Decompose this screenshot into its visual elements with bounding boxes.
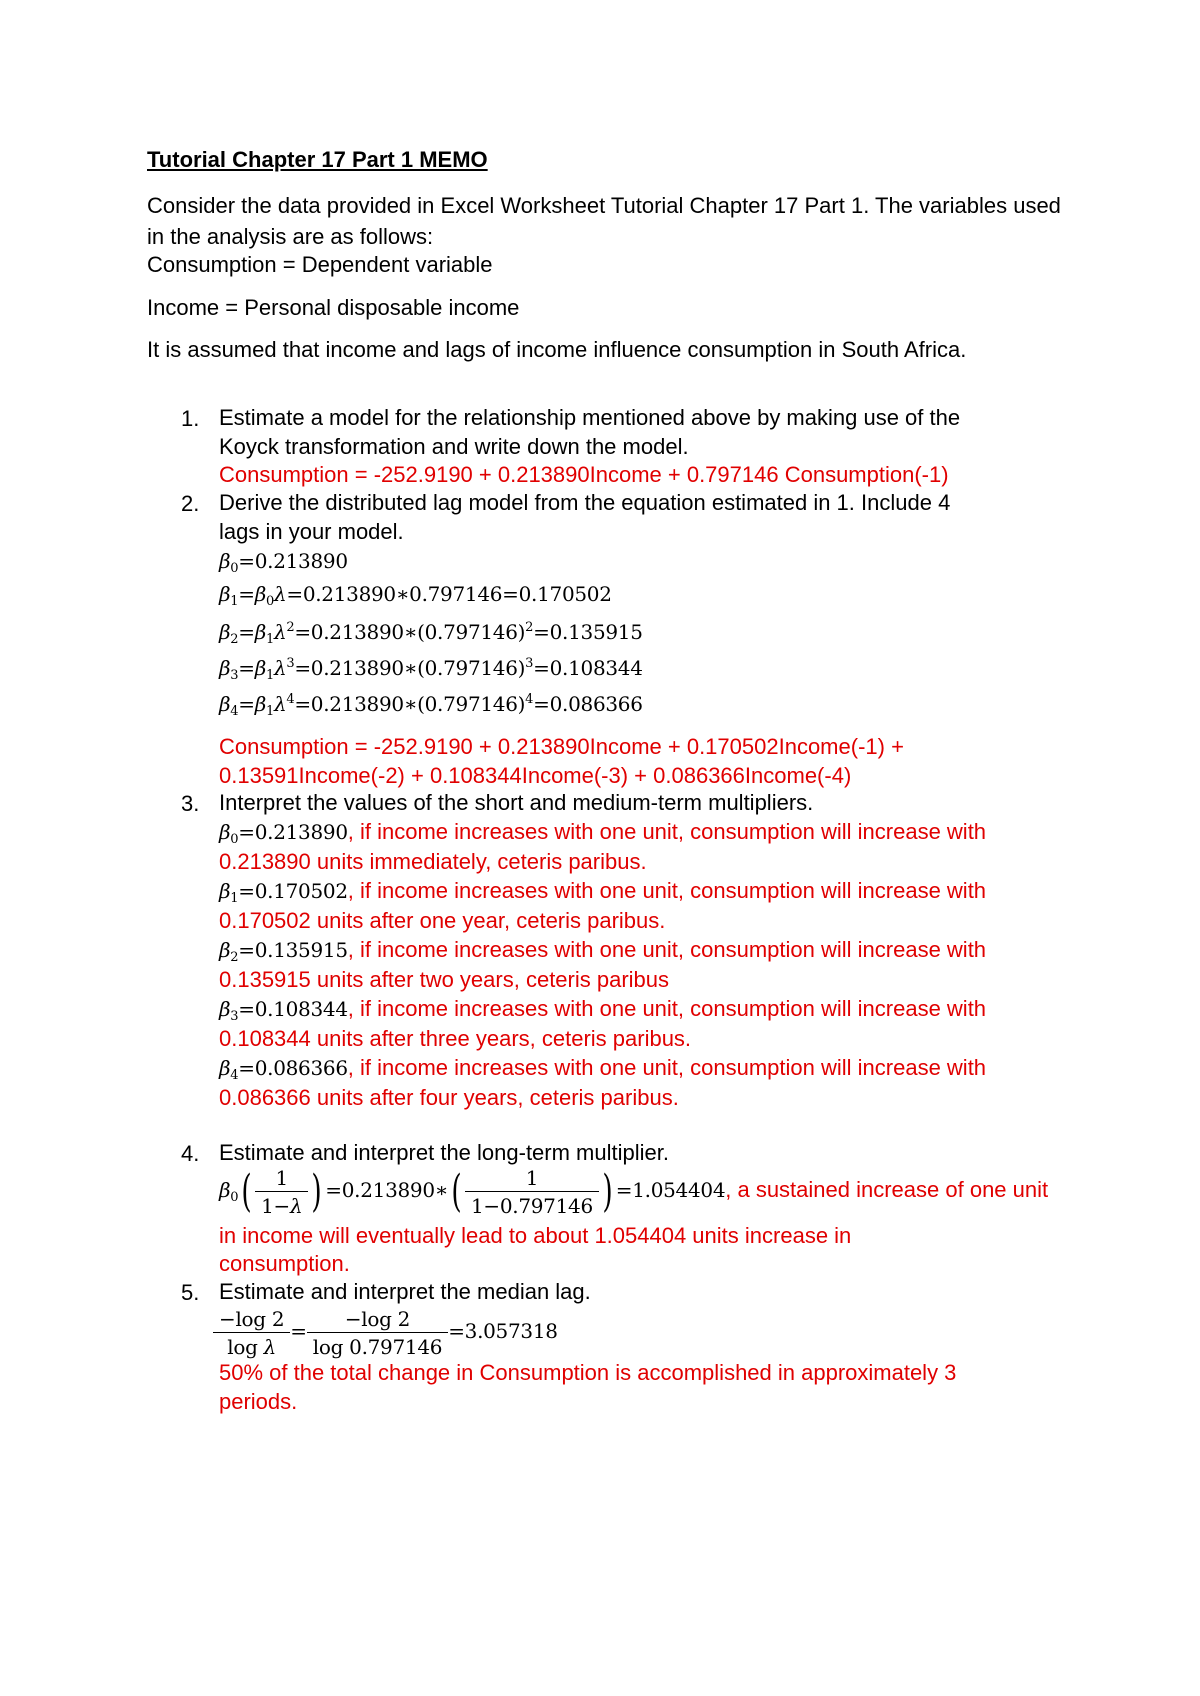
q3-beta1-value: =0.170502: [238, 879, 348, 903]
q2-question-line1: Derive the distributed lag model from the equation estimated in 1. Include 4: [219, 490, 951, 515]
q5-fraction-2-num: −log 2: [307, 1308, 448, 1333]
intro-consumption-def: Consumption = Dependent variable: [147, 252, 493, 277]
q2-eq-beta3-mid: =0.213890∗(0.797146): [294, 656, 526, 680]
q4-number: 4.: [181, 1141, 200, 1166]
q1-number: 1.: [181, 406, 200, 431]
q3-beta0-row: $\beta_0=0.213890$, if income increases with one unit, consumption will increase with: [219, 819, 987, 847]
q2-number: 2.: [181, 491, 200, 516]
q3-beta4-value: =0.086366: [238, 1056, 348, 1080]
page-title: Tutorial Chapter 17 Part 1 MEMO: [147, 147, 488, 172]
q4-question: Estimate and interpret the long-term multiplier.: [219, 1140, 669, 1165]
q3-beta3-value: =0.108344: [238, 997, 348, 1021]
q3-beta3-row: $\beta_3=0.108344$, if income increases with one unit, consumption will increase with: [219, 996, 987, 1024]
q2-question-line2: lags in your model.: [219, 519, 404, 544]
q1-question-line2: Koyck transformation and write down the model.: [219, 434, 689, 459]
q4-text3: consumption.: [219, 1251, 350, 1276]
q2-eq-beta2-mid: =0.213890∗(0.797146): [294, 620, 526, 644]
q2-answer-line2: 0.13591Income(-2) + 0.108344Income(-3) + 0.086366Income(-4): [219, 763, 852, 788]
intro-assumption: It is assumed that income and lags of income influence consumption in South Africa.: [147, 337, 967, 362]
q2-eq-beta3: $\beta_3=\beta_1\lambda^3=0.213890∗(0.797146)^3=0.108344$: [219, 656, 643, 683]
q3-beta2-value: =0.135915: [238, 938, 348, 962]
q1-answer: Consumption = -252.9190 + 0.213890Income + 0.797146 Consumption(-1): [219, 462, 949, 487]
q5-question: Estimate and interpret the median lag.: [219, 1279, 591, 1304]
q1-question-line1: Estimate a model for the relationship mentioned above by making use of the: [219, 405, 961, 430]
q3-beta2-text2: 0.135915 units after two years, ceteris paribus: [219, 967, 670, 992]
q3-beta3-text2: 0.108344 units after three years, ceteris paribus.: [219, 1026, 692, 1051]
q4-equation-row: $\beta_0$( $\frac{1}{1-\lambda}$ ) =0.213890∗( $\frac{1}{1-0.797146}$ ) =1.054404, a sustained increase of one unit: [219, 1165, 1049, 1218]
q2-eq-beta0: $\beta_0=0.213890$: [219, 549, 348, 576]
q4-text2: in income will eventually lead to about 1.054404 units increase in: [219, 1223, 852, 1248]
q5-answer-line1: 50% of the total change in Consumption is accomplished in approximately 3: [219, 1360, 957, 1385]
q3-beta0-value: =0.213890: [238, 820, 348, 844]
q3-question: Interpret the values of the short and medium-term multipliers.: [219, 790, 814, 815]
q3-beta4-text2: 0.086366 units after four years, ceteris paribus.: [219, 1085, 679, 1110]
q3-beta1-row: $\beta_1=0.170502$, if income increases with one unit, consumption will increase with: [219, 878, 987, 906]
q2-eq-beta4-mid: =0.213890∗(0.797146): [294, 692, 526, 716]
q4-mid: =0.213890∗: [325, 1178, 449, 1202]
q5-fraction-1-num: −log 2: [213, 1308, 290, 1333]
q3-beta1-text: , if income increases with one unit, consumption will increase with: [347, 878, 987, 903]
q2-eq-beta1: $\beta_1=\beta_0\lambda=0.213890∗0.797146=0.170502$: [219, 582, 612, 609]
q3-beta1-text2: 0.170502 units after one year, ceteris paribus.: [219, 908, 666, 933]
q2-eq-beta4-value: =0.086366: [533, 692, 643, 716]
q3-beta2-row: $\beta_2=0.135915$, if income increases with one unit, consumption will increase with: [219, 937, 987, 965]
q4-fraction-2-den: 1−0.797146: [470, 1193, 593, 1218]
q4-text1: , a sustained increase of one unit: [725, 1177, 1049, 1202]
q2-eq-beta3-value: =0.108344: [533, 656, 643, 680]
q5-number: 5.: [181, 1280, 200, 1305]
intro-income-def: Income = Personal disposable income: [147, 295, 520, 320]
q2-eq-beta1-value: =0.213890∗0.797146=0.170502: [286, 582, 612, 606]
q4-fraction-2: $\frac{1}{1-0.797146}$: [465, 1167, 599, 1217]
q2-eq-beta4: $\beta_4=\beta_1\lambda^4=0.213890∗(0.797146)^4=0.086366$: [219, 692, 643, 719]
q3-beta0-text: , if income increases with one unit, consumption will increase with: [347, 819, 987, 844]
q4-result: =1.054404: [615, 1178, 726, 1202]
q5-fraction-2-den: log 0.797146: [312, 1334, 443, 1359]
q3-beta4-row: $\beta_4=0.086366$, if income increases with one unit, consumption will increase with: [219, 1055, 987, 1083]
q5-fraction-2: [307, 1308, 448, 1358]
intro-consider: Consider the data provided in Excel Worksheet Tutorial Chapter 17 Part 1. The variables used in the analysis are as follows:: [147, 193, 1061, 249]
q4-fraction-1: $\frac{1}{1-\lambda}$: [255, 1167, 308, 1217]
q2-eq-beta0-value: =0.213890: [238, 549, 348, 573]
q3-beta4-text: , if income increases with one unit, consumption will increase with: [347, 1055, 987, 1080]
q5-result: =3.057318: [448, 1319, 558, 1343]
q3-beta3-text: , if income increases with one unit, consumption will increase with: [347, 996, 987, 1021]
q2-eq-beta2-value: =0.135915: [533, 620, 643, 644]
q5-answer-line2: periods.: [219, 1389, 298, 1414]
q2-answer-line1: Consumption = -252.9190 + 0.213890Income + 0.170502Income(-1) +: [219, 734, 904, 759]
q3-beta0-text2: 0.213890 units immediately, ceteris paribus.: [219, 849, 647, 874]
q5-equation-row: $\frac{-\log 2}{\text{log λ}}$ = $\frac{-\log 2}{\log 0.797146}$ =3.057318: [213, 1304, 558, 1358]
q5-fraction-1: $\frac{-\log 2}{\text{log λ}}$: [213, 1308, 290, 1358]
q3-beta2-text: , if income increases with one unit, consumption will increase with: [347, 937, 987, 962]
q2-eq-beta2: $\beta_2=\beta_1\lambda^2=0.213890∗(0.797146)^2=0.135915$: [219, 620, 643, 647]
q3-number: 3.: [181, 791, 200, 816]
